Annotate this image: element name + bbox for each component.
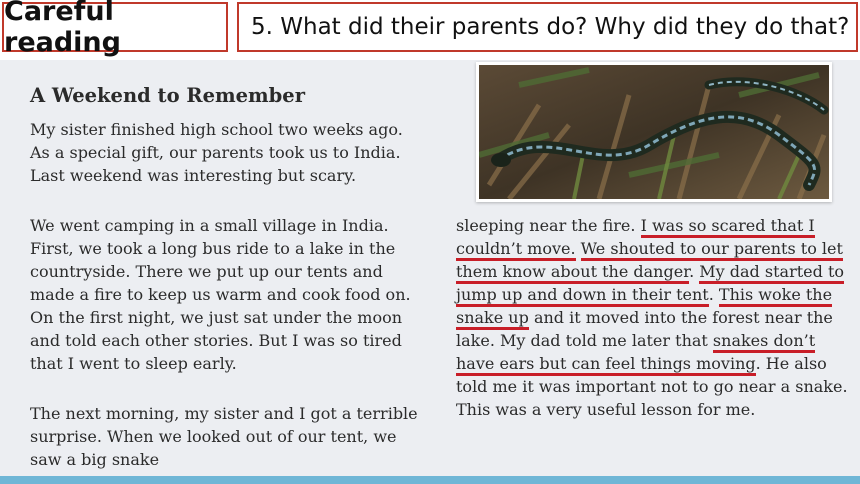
- text-run: .: [689, 262, 700, 281]
- underlined-sentence: snakes don’t have ears but can feel things moving: [456, 331, 815, 376]
- section-label: [2, 0, 228, 58]
- underlined-sentence: I was so scared that I couldn’t move.: [456, 216, 815, 261]
- question-text: 5. What did their parents do? Why did they do that?: [251, 14, 850, 40]
- text-run: .: [708, 285, 719, 304]
- paragraph-2: We went camping in a small village in India. First, we took a long bus ride to a lake in the countryside. There we put up our tents and made a fire to keep us warm and cook food on. On the first night, we just sat under the moon and told each other stories. But I was so tired that I went to sleep early.: [30, 216, 411, 373]
- page-bottom-band: [0, 476, 860, 484]
- text-run: sleeping near the fire.: [456, 216, 641, 235]
- underlined-sentence: We shouted to our parents to let them know about the danger: [456, 239, 843, 284]
- snake-photo-image: [479, 65, 829, 199]
- text-run: . He also told me it was important not to go near a snake. This was a very useful lesson for me.: [456, 354, 848, 419]
- snake-photo: [476, 62, 832, 202]
- paragraph-1: My sister finished high school two weeks ago. As a special gift, our parents took us to India. Last weekend was interesting but scary.: [30, 120, 403, 185]
- underlined-sentence: My dad started to jump up and down in their tent: [456, 262, 844, 307]
- question-box: [237, 2, 858, 52]
- textbook-page: [0, 60, 860, 484]
- underlined-sentence: This woke the snake up: [456, 285, 832, 330]
- text-run: [576, 239, 581, 258]
- paragraph-continued: [456, 214, 856, 421]
- text-run: and it moved into the forest near the lake. My dad told me later that: [456, 308, 833, 350]
- section-label-text: Careful reading: [4, 0, 121, 58]
- article-title: A Weekend to Remember: [30, 84, 305, 107]
- paragraph-3: The next morning, my sister and I got a terrible surprise. When we looked out of our tent, we saw a big snake: [30, 404, 418, 469]
